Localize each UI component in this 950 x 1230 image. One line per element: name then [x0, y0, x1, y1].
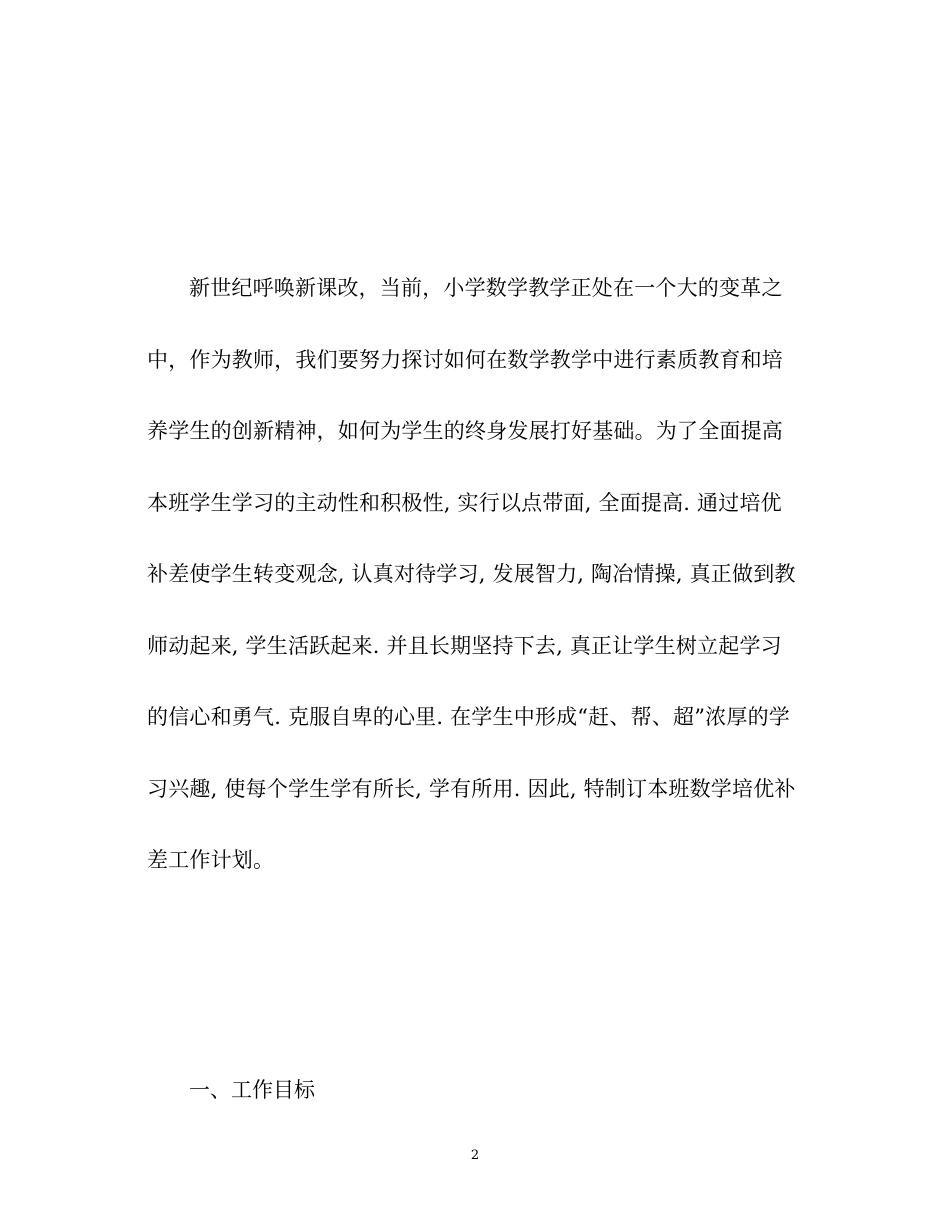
intro-paragraph	[147, 270, 807, 914]
page-number: 2	[470, 1148, 480, 1163]
paragraph-line: 补差使学生转变观念, 认真对待学习, 发展智力, 陶冶情操, 真正做到教	[147, 562, 796, 586]
paragraph-line: 养学生的创新精神，如何为学生的终身发展打好基础。为了全面提高	[147, 419, 783, 443]
paragraph-line: 中，作为教师，我们要努力探讨如何在数学教学中进行素质教育和培	[147, 347, 783, 372]
paragraph-line: 的信心和勇气. 克服自卑的心里. 在学生中形成“赶、帮、超”浓厚的学	[147, 705, 790, 729]
paragraph-line: 习兴趣, 使每个学生学有所长, 学有所用. 因此, 特制订本班数学培优补	[147, 776, 796, 801]
paragraph-line: 差工作计划。	[147, 848, 275, 872]
paragraph-line: 本班学生学习的主动性和积极性, 实行以点带面, 全面提高. 通过培优	[147, 490, 782, 515]
section-heading: 一、工作目标	[189, 1078, 315, 1102]
paragraph-line: 师动起来, 学生活跃起来. 并且长期坚持下去, 真正让学生树立起学习	[147, 633, 782, 658]
paragraph-line: 新世纪呼唤新课改，当前，小学数学教学正处在一个大的变革之	[189, 276, 783, 300]
